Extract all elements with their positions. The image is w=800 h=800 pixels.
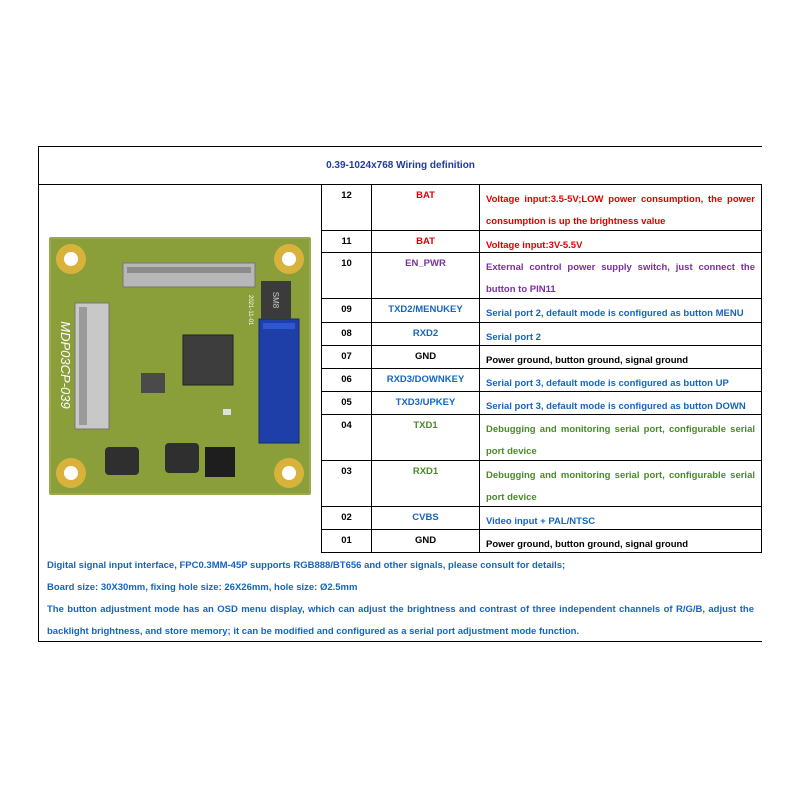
board-photo-cell	[39, 185, 322, 553]
pin-name: GND	[372, 530, 480, 552]
pin-row	[322, 323, 762, 346]
pin-description: Debugging and monitoring serial port, configurable serial port device	[480, 415, 762, 460]
mounting-hole-top-left	[56, 244, 86, 274]
main-processor-chip	[183, 335, 233, 385]
pin-row	[322, 185, 762, 231]
pin-description: Voltage input:3.5-5V;LOW power consumption, the power consumption is up the brightness value	[480, 185, 762, 230]
board-date-label: 2021-11-01	[247, 295, 253, 326]
pin-row	[322, 231, 762, 253]
pin-name: CVBS	[372, 507, 480, 529]
pin-name: BAT	[372, 185, 480, 230]
pin-number: 05	[322, 392, 372, 414]
mounting-hole-bottom-left	[56, 458, 86, 488]
pin-description: Debugging and monitoring serial port, configurable serial port device	[480, 461, 762, 506]
pin-description: Power ground, button ground, signal ground	[480, 530, 762, 552]
pin-description: Video input + PAL/NTSC	[480, 507, 762, 529]
sheet-title: 0.39-1024x768 Wiring definition	[39, 147, 762, 185]
pcb-board-image	[39, 185, 322, 553]
pin-name: BAT	[372, 231, 480, 252]
pin-number: 03	[322, 461, 372, 506]
pin-number: 07	[322, 346, 372, 368]
pin-name: RXD1	[372, 461, 480, 506]
note-interface: Digital signal input interface, FPC0.3MM-45P supports RGB888/BT656 and other signals, please consult for details;	[47, 560, 566, 571]
pin-name: TXD1	[372, 415, 480, 460]
pin-row	[322, 507, 762, 530]
pin-description: Serial port 3, default mode is configured as button UP	[480, 369, 762, 391]
board-marking-label: MDP03CP-039	[58, 321, 73, 409]
pin-row	[322, 461, 762, 507]
notes-section	[39, 553, 762, 643]
pin-description: Voltage input:3V-5.5V	[480, 231, 762, 252]
small-ic	[141, 373, 165, 393]
pin-number: 09	[322, 299, 372, 322]
fpc-connector-top	[123, 263, 255, 287]
pin-name: EN_PWR	[372, 253, 480, 298]
inductor-left	[105, 447, 139, 475]
pin-number: 12	[322, 185, 372, 230]
mounting-hole-top-right	[274, 244, 304, 274]
led-indicator	[223, 409, 231, 415]
pin-row	[322, 369, 762, 392]
pin-row	[322, 530, 762, 553]
pin-description: Serial port 2, default mode is configured as button MENU	[480, 299, 762, 322]
pin-row	[322, 253, 762, 299]
pin-number: 04	[322, 415, 372, 460]
pin-name: GND	[372, 346, 480, 368]
note-button-mode: The button adjustment mode has an OSD menu display, which can adjust the brightness and contrast of three independent channels of R/G/B, adjust the backlight brightness, and store memory; it can be modified and configured as a serial port adjustment mode function.	[47, 604, 754, 637]
pin-row	[322, 415, 762, 461]
pin-description: Serial port 2	[480, 323, 762, 345]
wiring-definition-sheet	[38, 146, 762, 642]
pin-description: Serial port 3, default mode is configured as button DOWN	[480, 392, 762, 414]
pin-number: 06	[322, 369, 372, 391]
note-board-size: Board size: 30X30mm, fixing hole size: 26X26mm, hole size: Ø2.5mm	[47, 582, 358, 593]
pin-number: 01	[322, 530, 372, 552]
pin-description: Power ground, button ground, signal ground	[480, 346, 762, 368]
pin-name: RXD3/DOWNKEY	[372, 369, 480, 391]
pin-row	[322, 299, 762, 323]
pin-name: TXD2/MENUKEY	[372, 299, 480, 322]
pin-name: TXD3/UPKEY	[372, 392, 480, 414]
pin-number: 08	[322, 323, 372, 345]
pin-number: 11	[322, 231, 372, 252]
pin-table	[322, 185, 762, 553]
inductor-middle	[165, 443, 199, 473]
regulator-chip	[205, 447, 235, 477]
pin-name: RXD2	[372, 323, 480, 345]
mounting-hole-bottom-right	[274, 458, 304, 488]
pin-number: 02	[322, 507, 372, 529]
pin-row	[322, 392, 762, 415]
pin-row	[322, 346, 762, 369]
pin-number: 10	[322, 253, 372, 298]
blue-display-connector	[259, 319, 299, 443]
board-chip-label: SM8	[271, 291, 280, 309]
pin-description: External control power supply switch, just connect the button to PIN11	[480, 253, 762, 298]
